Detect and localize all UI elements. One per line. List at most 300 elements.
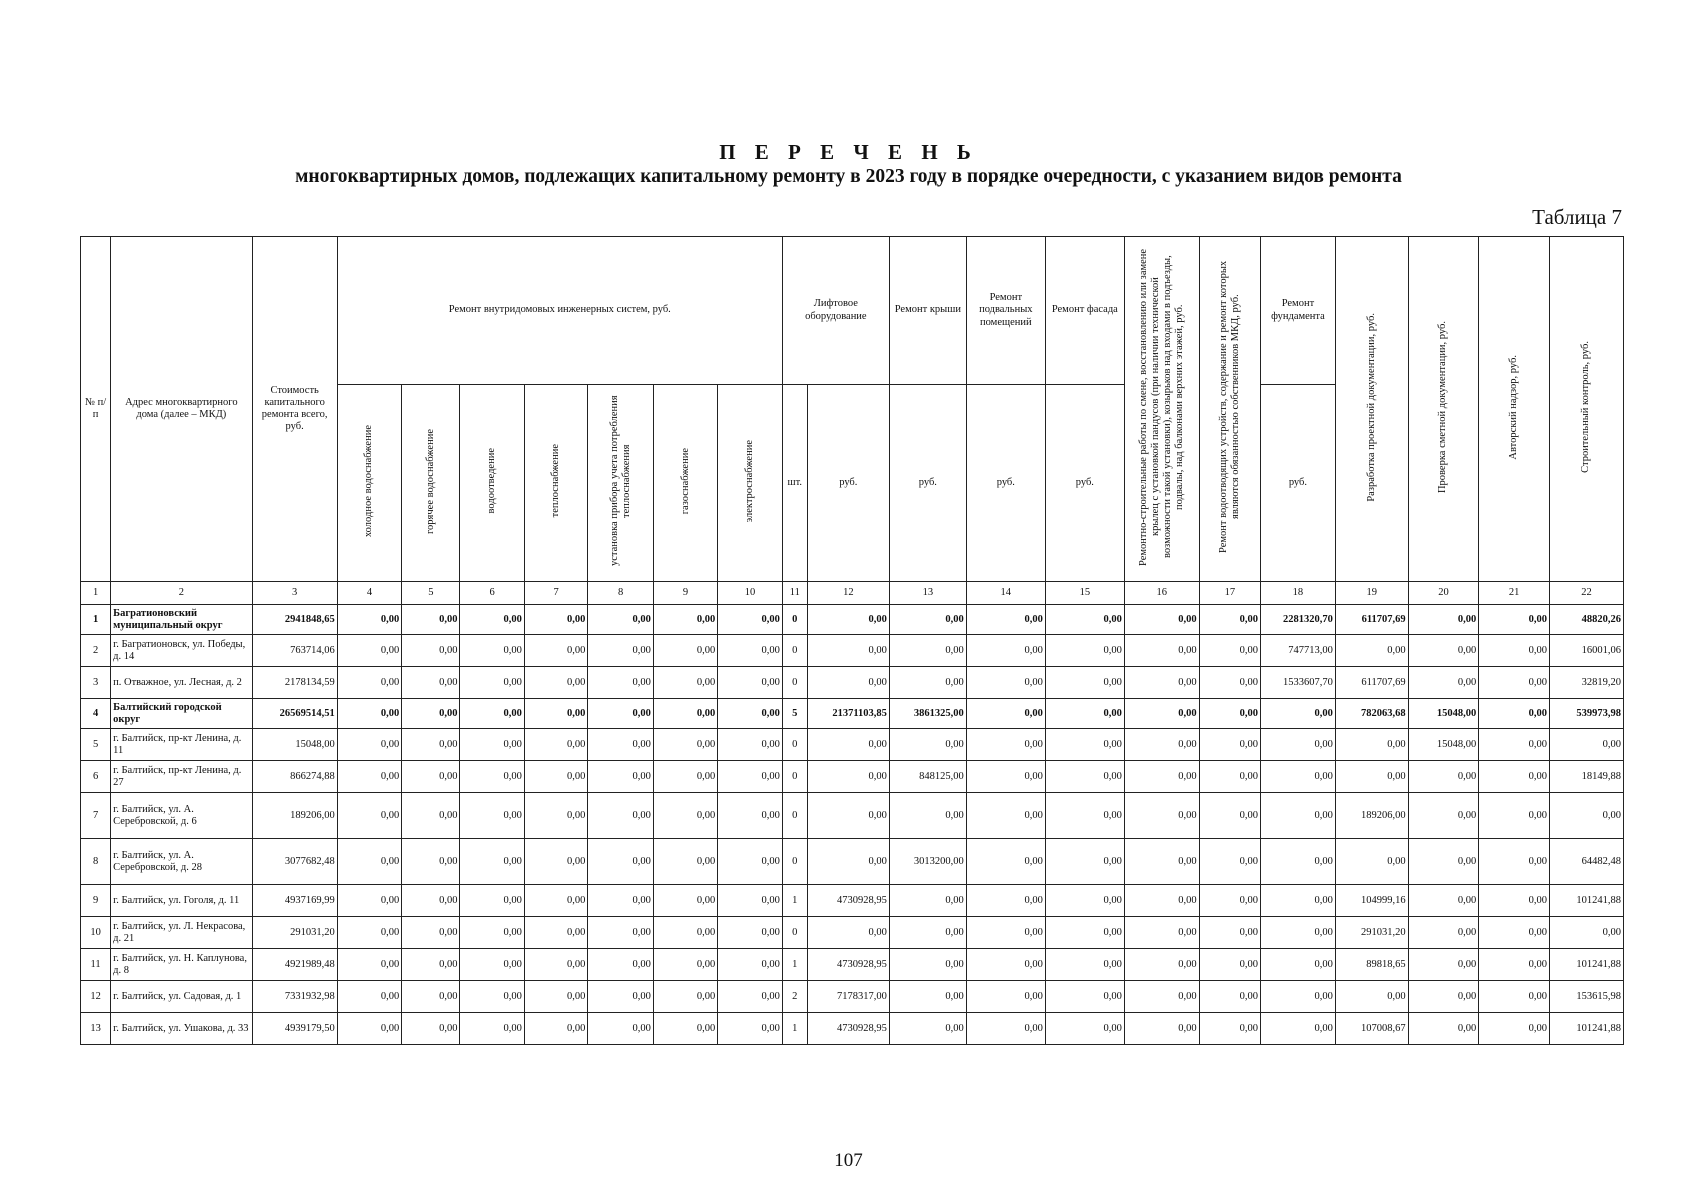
- row-value-c9: 0,00: [653, 981, 717, 1013]
- row-value-c7: 0,00: [524, 761, 587, 793]
- row-value-c18: 0,00: [1261, 1013, 1336, 1045]
- row-value-c13: 0,00: [889, 885, 966, 917]
- row-value-c14: 0,00: [966, 981, 1045, 1013]
- row-value-c8: 0,00: [588, 729, 654, 761]
- row-value-c7: 0,00: [524, 635, 587, 667]
- row-value-c8: 0,00: [588, 949, 654, 981]
- row-value-c8: 0,00: [588, 885, 654, 917]
- row-value-c13: 3013200,00: [889, 839, 966, 885]
- row-value-c16: 0,00: [1124, 667, 1199, 699]
- row-value-c11: 5: [782, 699, 807, 729]
- table-body: [81, 605, 1624, 1045]
- row-value-c5: 0,00: [402, 605, 460, 635]
- row-value-c20: 0,00: [1408, 981, 1479, 1013]
- row-value-c15: 0,00: [1045, 699, 1124, 729]
- col-header-meter-cell: [588, 385, 654, 582]
- row-value-c11: 1: [782, 1013, 807, 1045]
- col-header-elevator: Лифтовое оборудование: [782, 237, 889, 385]
- row-value-c12: 0,00: [807, 917, 889, 949]
- row-value-c14: 0,00: [966, 761, 1045, 793]
- row-value-c16: 0,00: [1124, 981, 1199, 1013]
- row-value-c20: 0,00: [1408, 1013, 1479, 1045]
- row-value-c5: 0,00: [402, 839, 460, 885]
- table-row: [81, 917, 1624, 949]
- row-value-c8: 0,00: [588, 761, 654, 793]
- row-value-c21: 0,00: [1479, 667, 1550, 699]
- row-value-c15: 0,00: [1045, 981, 1124, 1013]
- row-value-c10: 0,00: [718, 981, 783, 1013]
- row-value-total: 3077682,48: [252, 839, 337, 885]
- row-number: 10: [81, 917, 111, 949]
- row-value-c6: 0,00: [460, 605, 524, 635]
- col-header-heating-cell: [524, 385, 587, 582]
- column-number: 18: [1261, 582, 1336, 605]
- row-value-c22: 101241,88: [1549, 1013, 1623, 1045]
- row-value-c5: 0,00: [402, 885, 460, 917]
- row-value-c22: 101241,88: [1549, 949, 1623, 981]
- row-value-c17: 0,00: [1199, 667, 1260, 699]
- col-header-total: Стоимость капитального ремонта всего, руб.: [252, 237, 337, 582]
- row-value-c19: 0,00: [1335, 839, 1408, 885]
- row-value-c10: 0,00: [718, 667, 783, 699]
- row-value-c20: 0,00: [1408, 885, 1479, 917]
- row-value-c14: 0,00: [966, 729, 1045, 761]
- row-address: г. Балтийск, ул. А. Серебровской, д. 6: [111, 793, 252, 839]
- row-value-c12: 4730928,95: [807, 1013, 889, 1045]
- row-value-c18: 0,00: [1261, 917, 1336, 949]
- col-header-hot-water: горячее водоснабжение: [424, 428, 436, 534]
- col-header-construction-control: Строительный контроль, руб.: [1580, 341, 1592, 473]
- row-value-c7: 0,00: [524, 981, 587, 1013]
- col-header-meter: установка прибора учета потребления теплоснабжения: [608, 395, 632, 567]
- row-value-c19: 291031,20: [1335, 917, 1408, 949]
- row-value-c17: 0,00: [1199, 1013, 1260, 1045]
- row-number: 8: [81, 839, 111, 885]
- row-value-c11: 0: [782, 761, 807, 793]
- row-value-c15: 0,00: [1045, 605, 1124, 635]
- col-header-construction-control-cell: [1549, 237, 1623, 582]
- row-value-c15: 0,00: [1045, 761, 1124, 793]
- row-value-c21: 0,00: [1479, 981, 1550, 1013]
- row-value-c7: 0,00: [524, 949, 587, 981]
- row-value-c15: 0,00: [1045, 667, 1124, 699]
- column-number: 2: [111, 582, 252, 605]
- row-value-c10: 0,00: [718, 1013, 783, 1045]
- row-value-c13: 0,00: [889, 949, 966, 981]
- row-number: 12: [81, 981, 111, 1013]
- row-value-c11: 1: [782, 885, 807, 917]
- row-value-c18: 0,00: [1261, 885, 1336, 917]
- row-value-c18: 0,00: [1261, 981, 1336, 1013]
- row-value-c9: 0,00: [653, 635, 717, 667]
- repair-list-table: [80, 236, 1624, 1045]
- row-value-c4: 0,00: [337, 949, 401, 981]
- row-value-c14: 0,00: [966, 885, 1045, 917]
- col-header-construction: Ремонтно-строительные работы по смене, восстановлению или замене крылец с установкой пандусов (при наличии технической возможности такой установки), козырьков над входами в подъезды, подвалы, над балконами верхних этажей, руб.: [1137, 248, 1185, 566]
- row-value-c14: 0,00: [966, 699, 1045, 729]
- row-value-c21: 0,00: [1479, 793, 1550, 839]
- row-value-c17: 0,00: [1199, 885, 1260, 917]
- row-value-total: 2941848,65: [252, 605, 337, 635]
- row-value-c7: 0,00: [524, 917, 587, 949]
- row-value-c5: 0,00: [402, 699, 460, 729]
- row-value-c10: 0,00: [718, 699, 783, 729]
- row-value-c22: 0,00: [1549, 729, 1623, 761]
- row-value-c11: 0: [782, 793, 807, 839]
- row-value-c12: 0,00: [807, 839, 889, 885]
- row-value-c5: 0,00: [402, 949, 460, 981]
- row-value-c17: 0,00: [1199, 793, 1260, 839]
- row-value-total: 866274,88: [252, 761, 337, 793]
- column-number: 19: [1335, 582, 1408, 605]
- col-header-num: № п/п: [81, 237, 111, 582]
- col-header-address: Адрес многоквартирного дома (далее – МКД): [111, 237, 252, 582]
- row-value-c10: 0,00: [718, 605, 783, 635]
- row-value-c6: 0,00: [460, 635, 524, 667]
- table-row: [81, 839, 1624, 885]
- row-value-c20: 0,00: [1408, 667, 1479, 699]
- row-value-c20: 0,00: [1408, 605, 1479, 635]
- row-value-c12: 0,00: [807, 729, 889, 761]
- row-value-c10: 0,00: [718, 635, 783, 667]
- column-number: 16: [1124, 582, 1199, 605]
- table-row: [81, 761, 1624, 793]
- row-value-c11: 0: [782, 729, 807, 761]
- row-value-c8: 0,00: [588, 667, 654, 699]
- row-value-c5: 0,00: [402, 793, 460, 839]
- column-number: 15: [1045, 582, 1124, 605]
- row-value-c19: 611707,69: [1335, 667, 1408, 699]
- table-row: [81, 729, 1624, 761]
- row-value-c16: 0,00: [1124, 885, 1199, 917]
- row-value-c19: 104999,16: [1335, 885, 1408, 917]
- row-value-c6: 0,00: [460, 839, 524, 885]
- row-value-c13: 0,00: [889, 917, 966, 949]
- row-value-c5: 0,00: [402, 917, 460, 949]
- row-value-c20: 0,00: [1408, 761, 1479, 793]
- row-value-c17: 0,00: [1199, 699, 1260, 729]
- row-value-c11: 0: [782, 635, 807, 667]
- row-value-c16: 0,00: [1124, 605, 1199, 635]
- row-value-c15: 0,00: [1045, 885, 1124, 917]
- row-value-c8: 0,00: [588, 1013, 654, 1045]
- row-value-c10: 0,00: [718, 729, 783, 761]
- row-address: г. Балтийск, пр-кт Ленина, д. 27: [111, 761, 252, 793]
- row-value-c11: 2: [782, 981, 807, 1013]
- row-value-c14: 0,00: [966, 667, 1045, 699]
- row-value-c11: 1: [782, 949, 807, 981]
- col-header-cold-water: холодное водоснабжение: [363, 424, 375, 538]
- row-value-c18: 0,00: [1261, 839, 1336, 885]
- row-value-c14: 0,00: [966, 635, 1045, 667]
- row-value-c12: 7178317,00: [807, 981, 889, 1013]
- col-header-drainage: Ремонт водоотводящих устройств, содержание и ремонт которых являются обязанностью собственников МКД, руб.: [1217, 260, 1241, 554]
- col-header-elevator-rub: руб.: [807, 385, 889, 582]
- page-number: 107: [834, 1150, 863, 1171]
- row-value-c22: 101241,88: [1549, 885, 1623, 917]
- row-value-c12: 0,00: [807, 635, 889, 667]
- row-value-c7: 0,00: [524, 667, 587, 699]
- row-address: Балтийский городской округ: [111, 699, 252, 729]
- row-value-c4: 0,00: [337, 839, 401, 885]
- row-value-c15: 0,00: [1045, 949, 1124, 981]
- row-value-c13: 3861325,00: [889, 699, 966, 729]
- row-number: 3: [81, 667, 111, 699]
- row-value-c12: 0,00: [807, 793, 889, 839]
- row-value-c18: 0,00: [1261, 729, 1336, 761]
- col-header-elevator-pcs: шт.: [782, 385, 807, 582]
- column-number: 11: [782, 582, 807, 605]
- row-value-c20: 0,00: [1408, 839, 1479, 885]
- row-value-c13: 0,00: [889, 667, 966, 699]
- row-value-c21: 0,00: [1479, 635, 1550, 667]
- row-address: г. Балтийск, ул. Л. Некрасова, д. 21: [111, 917, 252, 949]
- col-header-sewerage: водоотведение: [486, 448, 498, 514]
- row-value-c4: 0,00: [337, 793, 401, 839]
- col-header-estimate-check: Проверка сметной документации, руб.: [1437, 320, 1449, 494]
- row-value-c9: 0,00: [653, 699, 717, 729]
- row-value-c16: 0,00: [1124, 793, 1199, 839]
- table-row: [81, 605, 1624, 635]
- col-header-cold-water-cell: [337, 385, 401, 582]
- row-value-c12: 4730928,95: [807, 949, 889, 981]
- col-header-author-supervision-cell: [1479, 237, 1550, 582]
- row-value-total: 2178134,59: [252, 667, 337, 699]
- row-number: 1: [81, 605, 111, 635]
- row-value-c6: 0,00: [460, 793, 524, 839]
- row-value-c20: 15048,00: [1408, 729, 1479, 761]
- row-value-c13: 0,00: [889, 605, 966, 635]
- table-row: [81, 667, 1624, 699]
- row-value-c18: 0,00: [1261, 699, 1336, 729]
- col-header-gas: газоснабжение: [679, 447, 691, 515]
- row-value-c18: 0,00: [1261, 761, 1336, 793]
- col-header-hot-water-cell: [402, 385, 460, 582]
- row-value-total: 15048,00: [252, 729, 337, 761]
- column-number: 10: [718, 582, 783, 605]
- row-value-c9: 0,00: [653, 885, 717, 917]
- row-value-total: 4921989,48: [252, 949, 337, 981]
- row-value-c17: 0,00: [1199, 635, 1260, 667]
- row-value-c17: 0,00: [1199, 981, 1260, 1013]
- row-value-c16: 0,00: [1124, 917, 1199, 949]
- row-value-c17: 0,00: [1199, 605, 1260, 635]
- column-number: 6: [460, 582, 524, 605]
- row-value-c15: 0,00: [1045, 793, 1124, 839]
- row-value-c4: 0,00: [337, 761, 401, 793]
- row-value-c11: 0: [782, 605, 807, 635]
- row-value-c7: 0,00: [524, 605, 587, 635]
- row-value-c20: 0,00: [1408, 793, 1479, 839]
- col-header-heating: теплоснабжение: [550, 444, 562, 518]
- row-value-c14: 0,00: [966, 839, 1045, 885]
- row-value-c4: 0,00: [337, 699, 401, 729]
- table-row: [81, 699, 1624, 729]
- row-value-c21: 0,00: [1479, 917, 1550, 949]
- row-value-c4: 0,00: [337, 667, 401, 699]
- row-number: 2: [81, 635, 111, 667]
- row-value-c9: 0,00: [653, 1013, 717, 1045]
- row-value-c8: 0,00: [588, 793, 654, 839]
- row-value-total: 189206,00: [252, 793, 337, 839]
- row-value-c15: 0,00: [1045, 1013, 1124, 1045]
- row-value-c12: 0,00: [807, 761, 889, 793]
- row-value-total: 763714,06: [252, 635, 337, 667]
- row-value-c10: 0,00: [718, 793, 783, 839]
- row-value-c5: 0,00: [402, 981, 460, 1013]
- row-number: 11: [81, 949, 111, 981]
- row-value-c20: 0,00: [1408, 949, 1479, 981]
- col-header-author-supervision: Авторский надзор, руб.: [1508, 354, 1520, 460]
- row-value-c5: 0,00: [402, 761, 460, 793]
- row-value-c13: 0,00: [889, 981, 966, 1013]
- col-header-design-docs: Разработка проектной документации, руб.: [1365, 312, 1377, 502]
- row-value-c13: 0,00: [889, 793, 966, 839]
- row-value-c19: 782063,68: [1335, 699, 1408, 729]
- row-value-c17: 0,00: [1199, 729, 1260, 761]
- row-value-c9: 0,00: [653, 793, 717, 839]
- row-value-c15: 0,00: [1045, 917, 1124, 949]
- row-value-c15: 0,00: [1045, 729, 1124, 761]
- col-header-foundation: Ремонт фундамента: [1261, 237, 1336, 385]
- column-number: 3: [252, 582, 337, 605]
- row-value-c5: 0,00: [402, 1013, 460, 1045]
- column-number: 17: [1199, 582, 1260, 605]
- row-value-c19: 189206,00: [1335, 793, 1408, 839]
- row-value-c4: 0,00: [337, 885, 401, 917]
- row-value-c21: 0,00: [1479, 839, 1550, 885]
- row-value-total: 7331932,98: [252, 981, 337, 1013]
- table-row: [81, 793, 1624, 839]
- row-value-c21: 0,00: [1479, 1013, 1550, 1045]
- row-value-c14: 0,00: [966, 793, 1045, 839]
- row-value-c6: 0,00: [460, 761, 524, 793]
- col-header-gas-cell: [653, 385, 717, 582]
- row-value-c6: 0,00: [460, 729, 524, 761]
- row-value-c7: 0,00: [524, 729, 587, 761]
- row-value-c8: 0,00: [588, 981, 654, 1013]
- row-value-c13: 0,00: [889, 635, 966, 667]
- row-value-c16: 0,00: [1124, 761, 1199, 793]
- column-number: 5: [402, 582, 460, 605]
- row-number: 5: [81, 729, 111, 761]
- row-value-c22: 539973,98: [1549, 699, 1623, 729]
- row-value-c10: 0,00: [718, 949, 783, 981]
- row-value-c12: 0,00: [807, 605, 889, 635]
- row-value-c15: 0,00: [1045, 635, 1124, 667]
- row-value-c6: 0,00: [460, 981, 524, 1013]
- row-value-total: 291031,20: [252, 917, 337, 949]
- row-value-c16: 0,00: [1124, 839, 1199, 885]
- row-value-c8: 0,00: [588, 635, 654, 667]
- col-header-roof-rub: руб.: [889, 385, 966, 582]
- table-row: [81, 949, 1624, 981]
- row-address: г. Балтийск, ул. Гоголя, д. 11: [111, 885, 252, 917]
- row-value-c14: 0,00: [966, 605, 1045, 635]
- column-number: 4: [337, 582, 401, 605]
- row-value-c7: 0,00: [524, 885, 587, 917]
- row-address: г. Балтийск, ул. Ушакова, д. 33: [111, 1013, 252, 1045]
- row-value-c4: 0,00: [337, 635, 401, 667]
- row-value-c22: 153615,98: [1549, 981, 1623, 1013]
- col-header-basement-rub: руб.: [966, 385, 1045, 582]
- row-value-c7: 0,00: [524, 839, 587, 885]
- col-header-facade-rub: руб.: [1045, 385, 1124, 582]
- row-value-c13: 0,00: [889, 1013, 966, 1045]
- row-number: 4: [81, 699, 111, 729]
- row-value-c13: 848125,00: [889, 761, 966, 793]
- row-value-c19: 0,00: [1335, 761, 1408, 793]
- row-value-c17: 0,00: [1199, 839, 1260, 885]
- row-value-c9: 0,00: [653, 917, 717, 949]
- row-value-c5: 0,00: [402, 729, 460, 761]
- row-value-c5: 0,00: [402, 667, 460, 699]
- row-value-c22: 48820,26: [1549, 605, 1623, 635]
- row-value-c12: 21371103,85: [807, 699, 889, 729]
- column-number: 22: [1549, 582, 1623, 605]
- column-number: 20: [1408, 582, 1479, 605]
- row-value-c18: 1533607,70: [1261, 667, 1336, 699]
- column-number: 14: [966, 582, 1045, 605]
- row-value-c16: 0,00: [1124, 729, 1199, 761]
- row-value-c21: 0,00: [1479, 949, 1550, 981]
- row-value-c14: 0,00: [966, 917, 1045, 949]
- row-value-c6: 0,00: [460, 1013, 524, 1045]
- row-value-c6: 0,00: [460, 949, 524, 981]
- document-subtitle: многоквартирных домов, подлежащих капитальному ремонту в 2023 году в порядке очередности, с указанием видов ремонта: [295, 166, 1402, 187]
- row-value-c9: 0,00: [653, 667, 717, 699]
- row-value-c16: 0,00: [1124, 635, 1199, 667]
- row-value-c4: 0,00: [337, 917, 401, 949]
- row-address: г. Балтийск, ул. Н. Каплунова, д. 8: [111, 949, 252, 981]
- row-value-c4: 0,00: [337, 729, 401, 761]
- row-value-c9: 0,00: [653, 605, 717, 635]
- row-value-c8: 0,00: [588, 839, 654, 885]
- row-value-c21: 0,00: [1479, 699, 1550, 729]
- row-value-c9: 0,00: [653, 839, 717, 885]
- col-header-electric: электроснабжение: [744, 439, 755, 523]
- row-value-c18: 2281320,70: [1261, 605, 1336, 635]
- row-value-c16: 0,00: [1124, 699, 1199, 729]
- row-value-c16: 0,00: [1124, 949, 1199, 981]
- row-value-c21: 0,00: [1479, 605, 1550, 635]
- row-value-c8: 0,00: [588, 917, 654, 949]
- col-header-design-docs-cell: [1335, 237, 1408, 582]
- row-value-c21: 0,00: [1479, 761, 1550, 793]
- row-value-c7: 0,00: [524, 1013, 587, 1045]
- column-number: 8: [588, 582, 654, 605]
- row-value-c13: 0,00: [889, 729, 966, 761]
- row-value-c9: 0,00: [653, 729, 717, 761]
- row-value-c4: 0,00: [337, 981, 401, 1013]
- column-number: 7: [524, 582, 587, 605]
- row-value-c19: 107008,67: [1335, 1013, 1408, 1045]
- row-value-c8: 0,00: [588, 699, 654, 729]
- row-number: 6: [81, 761, 111, 793]
- col-header-roof: Ремонт крыши: [889, 237, 966, 385]
- column-number: 9: [653, 582, 717, 605]
- row-value-c6: 0,00: [460, 917, 524, 949]
- col-header-construction-cell: [1124, 237, 1199, 582]
- row-value-c7: 0,00: [524, 699, 587, 729]
- table-row: [81, 1013, 1624, 1045]
- row-value-c14: 0,00: [966, 1013, 1045, 1045]
- row-address: п. Отважное, ул. Лесная, д. 2: [111, 667, 252, 699]
- row-value-c20: 0,00: [1408, 917, 1479, 949]
- column-number-row: [81, 582, 1624, 605]
- row-address: Багратионовский муниципальный округ: [111, 605, 252, 635]
- col-header-basement: Ремонт подвальных помещений: [966, 237, 1045, 385]
